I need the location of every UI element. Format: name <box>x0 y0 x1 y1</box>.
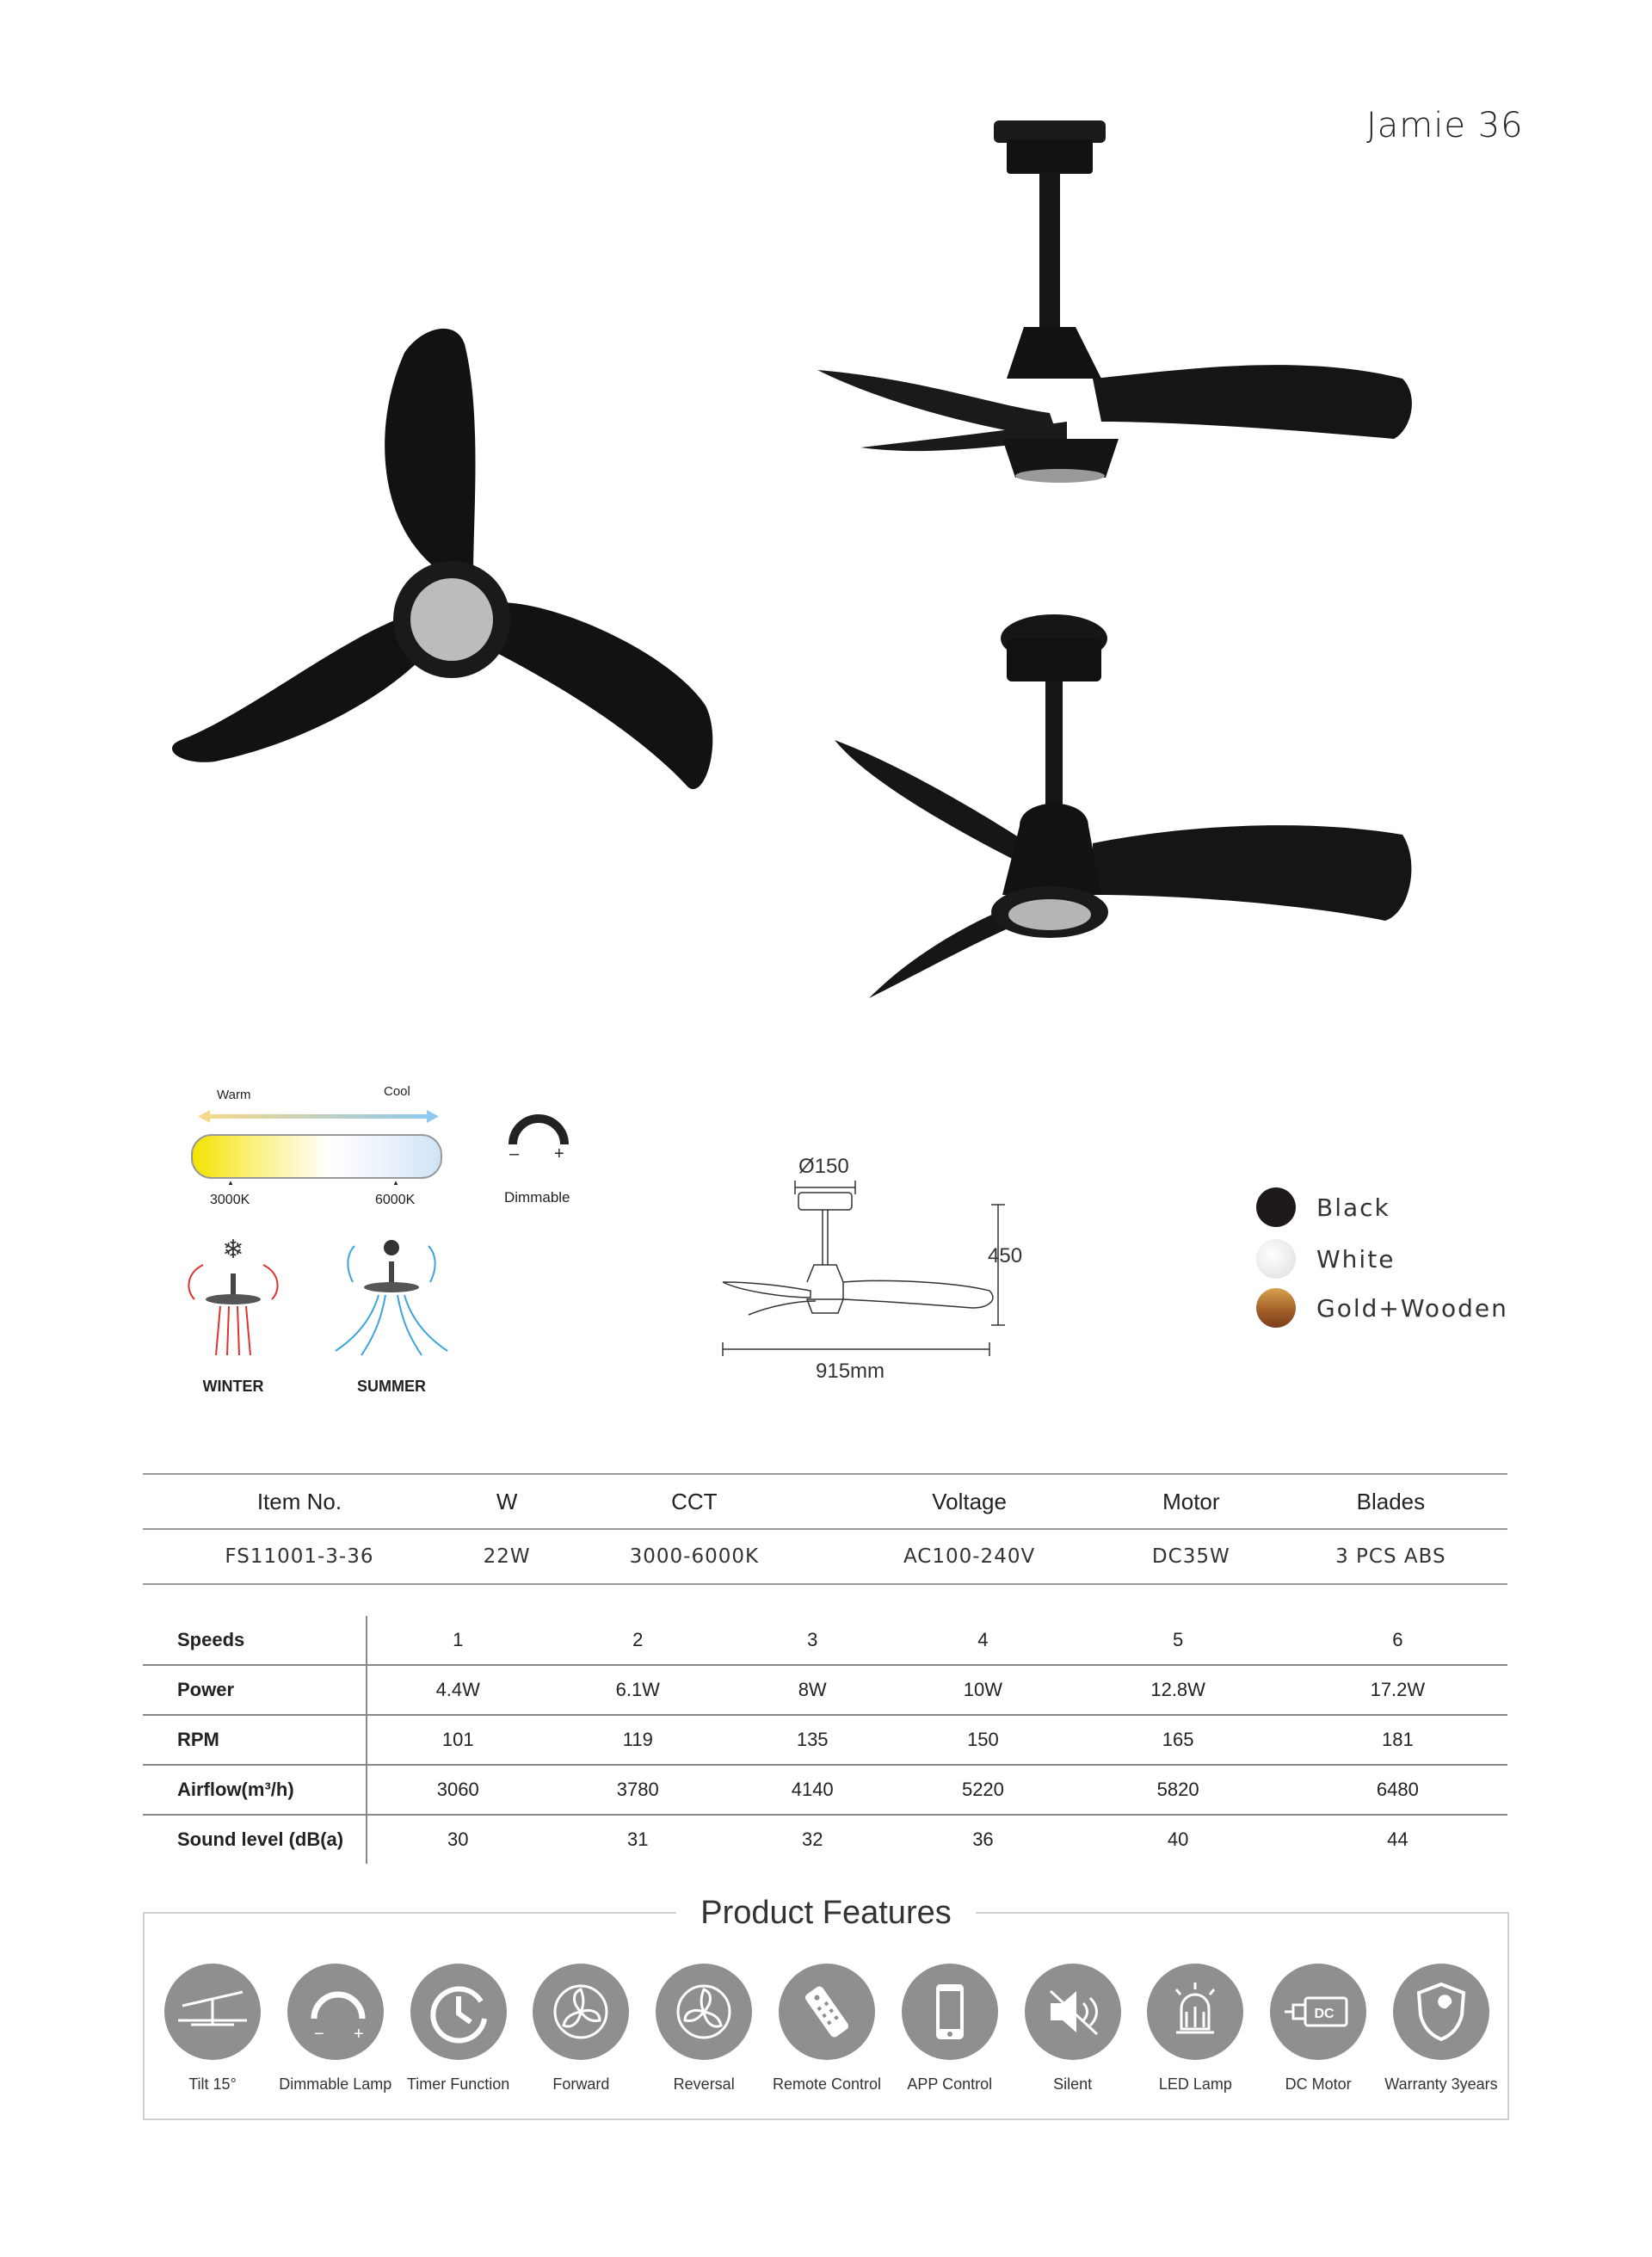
feature-label: DC Motor <box>1285 2075 1352 2093</box>
features-title: Product Features <box>676 1895 975 1931</box>
svg-text:−: − <box>313 2025 324 2044</box>
product-title: Jamie 36 <box>1366 106 1524 145</box>
cell: 4.4W <box>367 1665 548 1715</box>
cct-widget: Warm Cool ▲ ▲ 3000K 6000K <box>181 1077 456 1215</box>
color-option-white <box>1256 1239 1395 1279</box>
features-title-wrap <box>0 1895 1652 1932</box>
cell: 4140 <box>727 1765 897 1815</box>
remote-icon <box>779 1964 875 2060</box>
reversal-icon <box>656 1964 752 2060</box>
motor-value: DC35W <box>1108 1529 1274 1584</box>
height-label: 450 <box>988 1244 1023 1267</box>
feature-label: Timer Function <box>406 2075 510 2093</box>
led-lamp-icon <box>1147 1964 1243 2060</box>
cell: 44 <box>1387 1828 1409 1850</box>
feature-label: LED Lamp <box>1158 2075 1232 2093</box>
feature-label: Tilt 15° <box>188 2075 237 2093</box>
cell: 181 <box>1288 1715 1507 1765</box>
perf-row-rpm <box>143 1715 1507 1765</box>
diameter-label: Ø150 <box>798 1155 849 1178</box>
cell: 40 <box>1167 1828 1189 1850</box>
item-no-value: FS11001-3-36 <box>143 1529 456 1584</box>
feature-label: Remote Control <box>772 2075 882 2093</box>
cell: 165 <box>1069 1715 1288 1765</box>
perf-row-power <box>143 1665 1507 1715</box>
feature-label: Reversal <box>673 2075 735 2093</box>
cell: 4 <box>897 1616 1068 1665</box>
header-motor: Motor <box>1108 1474 1274 1529</box>
voltage-value: AC100-240V <box>830 1529 1108 1584</box>
cell: 5820 <box>1069 1765 1288 1815</box>
dimension-lines-icon <box>714 1153 1015 1394</box>
color-swatch-gold-wooden <box>1256 1288 1296 1328</box>
cct-high-label: 6000K <box>375 1193 416 1207</box>
header-blades: Blades <box>1274 1474 1507 1529</box>
spec-value-row <box>143 1529 1507 1584</box>
dim-plus: + <box>554 1144 564 1163</box>
warm-label: Warm <box>217 1088 251 1102</box>
header-w: W <box>456 1474 558 1529</box>
color-label: White <box>1316 1244 1396 1273</box>
feature-label: Dimmable Lamp <box>279 2075 392 2093</box>
feature-timer <box>398 1964 520 2094</box>
perf-row-airflow <box>143 1765 1507 1815</box>
feature-forward <box>520 1964 642 2094</box>
winter-label: WINTER <box>202 1378 264 1395</box>
dimmable-lamp-icon <box>287 1964 384 2060</box>
cell: 8W <box>727 1665 897 1715</box>
fan-perspective-image <box>817 602 1420 1015</box>
row-label: RPM <box>143 1715 367 1765</box>
dimmable-label: Dimmable <box>504 1189 570 1206</box>
cell: 3780 <box>548 1765 727 1815</box>
header-item-no: Item No. <box>143 1474 456 1529</box>
cct-low-label: 3000K <box>210 1193 250 1207</box>
dimmable-widget <box>490 1110 585 1213</box>
feature-remote-control <box>766 1964 888 2094</box>
cell: 32 <box>801 1828 823 1850</box>
forward-icon <box>533 1964 629 2060</box>
feature-led-lamp <box>1134 1964 1256 2094</box>
color-label: Gold+Wooden <box>1316 1293 1508 1323</box>
feature-dimmable-lamp <box>274 1964 397 2094</box>
features-list <box>151 1964 1502 2094</box>
winter-mode <box>169 1230 298 1394</box>
cell: 17.2W <box>1288 1665 1507 1715</box>
cell: 12.8W <box>1069 1665 1288 1715</box>
cell: 6 <box>1288 1616 1507 1665</box>
feature-silent <box>1012 1964 1134 2094</box>
w-value: 22W <box>456 1529 558 1584</box>
feature-warranty <box>1380 1964 1502 2094</box>
tilt-icon <box>164 1964 261 2060</box>
dimension-drawing <box>714 1153 1023 1394</box>
cell: 150 <box>897 1715 1068 1765</box>
width-label: 915mm <box>816 1360 885 1383</box>
cell: 2 <box>548 1616 727 1665</box>
color-label: Black <box>1316 1193 1390 1222</box>
row-label: Airflow(m³/h) <box>143 1765 367 1815</box>
cool-label: Cool <box>384 1084 410 1099</box>
spec-table <box>143 1473 1507 1585</box>
cell: 5220 <box>897 1765 1068 1815</box>
winter-airflow-icon <box>169 1230 298 1360</box>
color-option-gold-wooden <box>1256 1288 1508 1328</box>
phone-icon <box>902 1964 998 2060</box>
row-label: Power <box>143 1665 367 1715</box>
cell: 3 <box>727 1616 897 1665</box>
fan-side-view-image <box>817 120 1420 499</box>
warranty-icon <box>1393 1964 1489 2060</box>
dim-minus: – <box>509 1144 520 1163</box>
row-label: Sound level (dB(a) <box>143 1815 367 1864</box>
feature-label: APP Control <box>907 2075 993 2093</box>
summer-mode <box>327 1230 456 1394</box>
cell: 1 <box>367 1616 548 1665</box>
svg-text:❄: ❄ <box>222 1236 244 1264</box>
perf-row-sound <box>143 1815 1507 1864</box>
svg-text:+: + <box>353 2025 364 2044</box>
cell: 101 <box>367 1715 548 1765</box>
feature-label: Forward <box>552 2075 610 2093</box>
header-voltage: Voltage <box>830 1474 1108 1529</box>
dc-motor-icon <box>1270 1964 1366 2060</box>
spec-header-row <box>143 1474 1507 1529</box>
cell: 6480 <box>1288 1765 1507 1815</box>
fan-top-view-image <box>155 318 723 809</box>
cell: 3060 <box>367 1765 548 1815</box>
cct-gradient-bar <box>191 1134 442 1179</box>
feature-reversal <box>643 1964 765 2094</box>
summer-label: SUMMER <box>357 1378 426 1395</box>
color-option-black <box>1256 1187 1390 1227</box>
silent-icon <box>1025 1964 1121 2060</box>
cell: 30 <box>447 1828 469 1850</box>
cell: 36 <box>972 1828 994 1850</box>
blades-value: 3 PCS ABS <box>1274 1529 1507 1584</box>
feature-label: Warranty 3years <box>1384 2075 1498 2093</box>
summer-airflow-icon <box>327 1230 456 1360</box>
timer-icon <box>410 1964 507 2060</box>
feature-tilt <box>151 1964 274 2094</box>
feature-app-control <box>889 1964 1011 2094</box>
feature-dc-motor <box>1257 1964 1379 2094</box>
color-swatch-white <box>1256 1239 1296 1279</box>
cell: 10W <box>897 1665 1068 1715</box>
warm-cool-arrow-icon <box>198 1108 439 1125</box>
cell: 6.1W <box>548 1665 727 1715</box>
color-swatch-black <box>1256 1187 1296 1227</box>
performance-table <box>143 1616 1507 1864</box>
cell: 5 <box>1069 1616 1288 1665</box>
perf-row-speeds <box>143 1616 1507 1665</box>
feature-label: Silent <box>1053 2075 1093 2093</box>
header-cct: CCT <box>558 1474 830 1529</box>
row-label: Speeds <box>143 1616 367 1665</box>
cell: 31 <box>627 1828 649 1850</box>
cell: 119 <box>548 1715 727 1765</box>
cct-value: 3000-6000K <box>558 1529 830 1584</box>
dc-badge-text: DC <box>1314 2007 1335 2021</box>
cell: 135 <box>727 1715 897 1765</box>
